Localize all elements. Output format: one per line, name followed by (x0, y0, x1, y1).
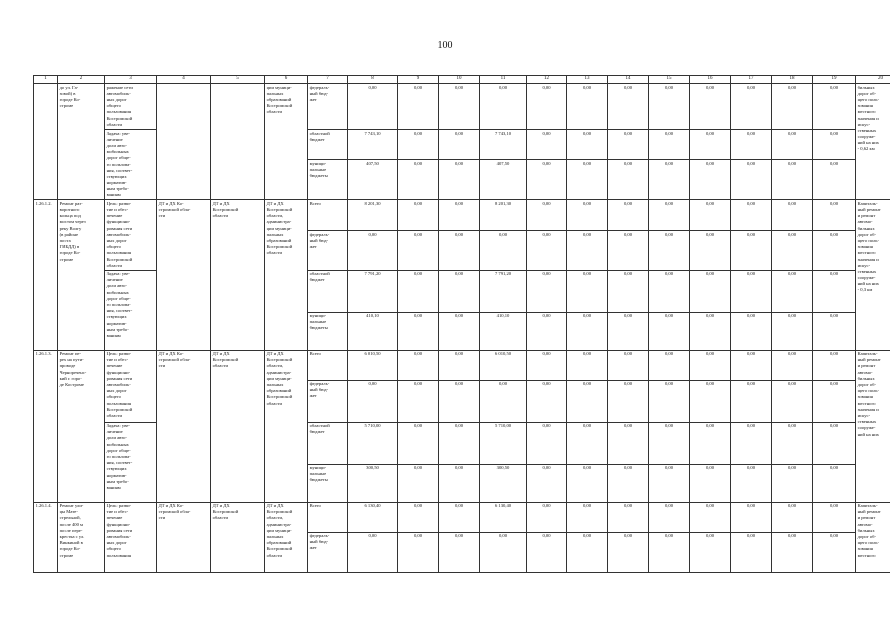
amount-cell: 0,00 (527, 350, 567, 380)
coexecutor-cell: ДТ и ДХ Костромской области (211, 200, 265, 350)
amount-cell: 0,00 (772, 231, 813, 270)
amount-cell: 7 791,20 (480, 270, 527, 312)
task-cell: Задача: уве- личение доли авто- мобильных дорог обще- го пользова- ния, соответ- ствующих норматив- ным требо- ваниям (105, 422, 157, 502)
amount-cell: 0,00 (608, 200, 649, 231)
participant-cell: ции муници- пальных образований Костромской области (265, 84, 308, 200)
amount-cell: 0,00 (813, 502, 856, 532)
amount-cell: 0,00 (649, 312, 690, 350)
amount-cell: 0,00 (608, 270, 649, 312)
budget-table (33, 75, 890, 573)
amount-cell: 0,00 (398, 231, 439, 270)
amount-cell: 0,00 (690, 84, 731, 130)
amount-cell: 0,00 (398, 380, 439, 422)
amount-cell: 0,00 (649, 502, 690, 532)
result-cell: Капиталь- ный ремонт и ремонт автомо- бильных дорог об- щего поль- зования местного значения и искус- ственных сооруже- ний на них - 0,3 км (856, 200, 890, 350)
amount-cell: 407,50 (348, 160, 398, 200)
amount-cell: 0,00 (813, 350, 856, 380)
amount-cell: 0,00 (813, 130, 856, 160)
amount-cell: 300,50 (348, 464, 398, 502)
amount-cell: 0,00 (527, 231, 567, 270)
column-header: 18 (772, 76, 813, 84)
column-header: 20 (856, 76, 890, 84)
amount-cell: 0,00 (398, 270, 439, 312)
amount-cell: 0,00 (772, 200, 813, 231)
amount-cell: 0,00 (398, 532, 439, 572)
amount-cell: 0,00 (649, 422, 690, 464)
table-row (34, 200, 890, 231)
funding-source-cell: Всего (308, 502, 348, 532)
task-cell: Задача: уве- личение доли авто- мобильных дорог обще- го пользова- ния, соответ- ствующих норматив- ным требо- ваниям (105, 130, 157, 200)
amount-cell: 0,00 (813, 312, 856, 350)
amount-cell: 0,00 (567, 84, 608, 130)
amount-cell: 0,00 (649, 270, 690, 312)
amount-cell: 0,00 (348, 231, 398, 270)
result-cell: Капиталь- ный ремонт и ремонт автомо- бильных дорог об- щего поль- зования местного значения и искус- ственных сооруже- ний на них (856, 350, 890, 502)
table-row (34, 502, 890, 532)
funding-source-cell: областной бюджет (308, 270, 348, 312)
amount-cell: 0,00 (608, 532, 649, 572)
amount-cell: 0,00 (649, 160, 690, 200)
column-header: 12 (527, 76, 567, 84)
amount-cell: 0,00 (731, 200, 772, 231)
amount-cell: 0,00 (731, 422, 772, 464)
amount-cell: 0,00 (649, 464, 690, 502)
amount-cell: 0,00 (649, 231, 690, 270)
amount-cell: 6 010,50 (348, 350, 398, 380)
amount-cell: 0,00 (731, 312, 772, 350)
amount-cell: 0,00 (772, 270, 813, 312)
amount-cell: 0,00 (731, 130, 772, 160)
amount-cell: 0,00 (480, 84, 527, 130)
coexecutor-cell (211, 84, 265, 200)
column-header: 4 (157, 76, 211, 84)
amount-cell: 0,00 (608, 231, 649, 270)
amount-cell: 0,00 (649, 200, 690, 231)
amount-cell: 0,00 (813, 380, 856, 422)
amount-cell: 0,00 (398, 502, 439, 532)
column-header: 19 (813, 76, 856, 84)
amount-cell: 0,00 (398, 350, 439, 380)
amount-cell: 0,00 (649, 380, 690, 422)
amount-cell: 0,00 (439, 350, 480, 380)
amount-cell: 410,10 (348, 312, 398, 350)
amount-cell: 0,00 (608, 464, 649, 502)
amount-cell: 0,00 (690, 350, 731, 380)
amount-cell: 8 201,30 (480, 200, 527, 231)
amount-cell: 0,00 (608, 160, 649, 200)
funding-source-cell: областной бюджет (308, 422, 348, 464)
task-cell: Задача: уве- личение доли авто- мобильных дорог обще- го пользова- ния, соответ- ствующих норматив- ным требо- ваниям (105, 270, 157, 350)
amount-cell: 0,00 (690, 422, 731, 464)
column-header: 11 (480, 76, 527, 84)
amount-cell: 0,00 (527, 422, 567, 464)
goal-cell: Цель: разви- тие и обес- печение функциони- рования сети автомобиль- ных дорог общего пользования (105, 502, 157, 572)
amount-cell: 7 791,20 (348, 270, 398, 312)
amount-cell: 0,00 (608, 312, 649, 350)
amount-cell: 6 130,40 (348, 502, 398, 532)
amount-cell: 0,00 (527, 270, 567, 312)
amount-cell: 0,00 (731, 231, 772, 270)
executor-cell: ДТ и ДХ Ко- стромской обла- сти (157, 350, 211, 502)
column-header: 16 (690, 76, 731, 84)
funding-source-cell: федераль- ный бюд- жет (308, 532, 348, 572)
amount-cell: 0,00 (813, 231, 856, 270)
column-header: 9 (398, 76, 439, 84)
column-header: 2 (58, 76, 105, 84)
column-header: 15 (649, 76, 690, 84)
amount-cell: 0,00 (813, 200, 856, 231)
amount-cell: 0,00 (439, 200, 480, 231)
amount-cell: 0,00 (608, 422, 649, 464)
amount-cell: 0,00 (690, 130, 731, 160)
amount-cell: 0,00 (398, 130, 439, 160)
row-number-cell: 1.26.1.3. (34, 350, 58, 502)
column-header: 5 (211, 76, 265, 84)
amount-cell: 0,00 (398, 84, 439, 130)
coexecutor-cell: ДТ и ДХ Костромской области (211, 350, 265, 502)
column-header: 6 (265, 76, 308, 84)
column-header: 14 (608, 76, 649, 84)
column-header: 3 (105, 76, 157, 84)
column-header: 1 (34, 76, 58, 84)
table-body (34, 84, 890, 573)
amount-cell: 0,00 (398, 312, 439, 350)
amount-cell: 0,00 (527, 130, 567, 160)
goal-cell: Цель: разви- тие и обес- печение функциони- рования сети автомобиль- ных дорог общего пользования Костромской области (105, 200, 157, 270)
amount-cell: 0,00 (731, 464, 772, 502)
funding-source-cell: федераль- ный бюд- жет (308, 84, 348, 130)
amount-cell: 0,00 (439, 312, 480, 350)
measure-name-cell: до ул. Га- зовой) в городе Ко- строме (58, 84, 105, 200)
amount-cell: 0,00 (813, 160, 856, 200)
amount-cell: 0,00 (567, 270, 608, 312)
amount-cell: 0,00 (567, 200, 608, 231)
amount-cell: 0,00 (567, 312, 608, 350)
amount-cell: 0,00 (731, 502, 772, 532)
amount-cell: 0,00 (567, 502, 608, 532)
column-header: 7 (308, 76, 348, 84)
amount-cell: 0,00 (649, 532, 690, 572)
amount-cell: 0,00 (567, 422, 608, 464)
column-header: 8 (348, 76, 398, 84)
amount-cell: 0,00 (731, 84, 772, 130)
funding-source-cell: Всего (308, 200, 348, 231)
funding-source-cell: Всего (308, 350, 348, 380)
amount-cell: 6 010,50 (480, 350, 527, 380)
amount-cell: 0,00 (398, 160, 439, 200)
amount-cell: 0,00 (731, 380, 772, 422)
amount-cell: 0,00 (690, 312, 731, 350)
amount-cell: 0,00 (439, 502, 480, 532)
amount-cell: 0,00 (398, 464, 439, 502)
amount-cell: 0,00 (772, 350, 813, 380)
amount-cell: 0,00 (439, 270, 480, 312)
amount-cell: 0,00 (772, 502, 813, 532)
amount-cell: 0,00 (439, 130, 480, 160)
header-row (34, 76, 890, 84)
row-number-cell: 1.26.1.4. (34, 502, 58, 572)
amount-cell: 410,10 (480, 312, 527, 350)
amount-cell: 0,00 (480, 231, 527, 270)
participant-cell: ДТ и ДХ Костромской области, администра- ции муници- пальных образований Костромской области (265, 200, 308, 350)
amount-cell: 0,00 (690, 231, 731, 270)
executor-cell (157, 84, 211, 200)
goal-cell: Цель: разви- тие и обес- печение функциони- рования сети автомобиль- ных дорог общего пользования Костромской области (105, 350, 157, 422)
coexecutor-cell: ДТ и ДХ Костромской области (211, 502, 265, 572)
amount-cell: 0,00 (567, 231, 608, 270)
amount-cell: 0,00 (398, 422, 439, 464)
amount-cell: 0,00 (690, 160, 731, 200)
amount-cell: 0,00 (527, 502, 567, 532)
amount-cell: 0,00 (690, 502, 731, 532)
executor-cell: ДТ и ДХ Ко- стромской обла- сти (157, 200, 211, 350)
measure-name-cell: Ремонт ули- цы Мате- стрельной, после 400 м после пере- крестка с ул. Винкиной в городе Ко- строме (58, 502, 105, 572)
amount-cell: 300,50 (480, 464, 527, 502)
amount-cell: 0,00 (608, 130, 649, 160)
funding-source-cell: муници- пальные бюджеты (308, 312, 348, 350)
amount-cell: 0,00 (649, 350, 690, 380)
amount-cell: 0,00 (527, 464, 567, 502)
amount-cell: 0,00 (439, 160, 480, 200)
amount-cell: 0,00 (480, 380, 527, 422)
result-cell: Капиталь- ный ремонт и ремонт автомо- бильных дорог об- щего поль- зования местного (856, 502, 890, 572)
amount-cell: 0,00 (649, 84, 690, 130)
amount-cell: 0,00 (813, 84, 856, 130)
amount-cell: 0,00 (731, 532, 772, 572)
amount-cell: 0,00 (813, 464, 856, 502)
participant-cell: ДТ и ДХ Костромской области, администра- ции муници- пальных образований Костромской области (265, 502, 308, 572)
amount-cell: 0,00 (649, 130, 690, 160)
amount-cell: 0,00 (439, 464, 480, 502)
amount-cell: 0,00 (398, 200, 439, 231)
amount-cell: 0,00 (772, 312, 813, 350)
funding-source-cell: муници- пальные бюджеты (308, 464, 348, 502)
amount-cell: 0,00 (439, 231, 480, 270)
amount-cell: 0,00 (527, 312, 567, 350)
participant-cell: ДТ и ДХ Костромской области, администра- ции муници- пальных образований Костромской области (265, 350, 308, 502)
amount-cell: 7 743,10 (348, 130, 398, 160)
result-cell: бильных дорог об- щего поль- зования местного значения и искус- ственных сооруже- ний на них - 0,62 км (856, 84, 890, 200)
amount-cell: 0,00 (480, 532, 527, 572)
amount-cell: 0,00 (690, 270, 731, 312)
amount-cell: 0,00 (690, 200, 731, 231)
amount-cell: 0,00 (439, 380, 480, 422)
column-header: 10 (439, 76, 480, 84)
funding-source-cell: областной бюджет (308, 130, 348, 160)
amount-cell: 0,00 (772, 84, 813, 130)
amount-cell: 0,00 (527, 84, 567, 130)
amount-cell: 0,00 (608, 380, 649, 422)
amount-cell: 0,00 (772, 464, 813, 502)
amount-cell: 0,00 (772, 130, 813, 160)
amount-cell: 0,00 (439, 422, 480, 464)
amount-cell: 0,00 (731, 270, 772, 312)
amount-cell: 0,00 (813, 532, 856, 572)
row-number-cell (34, 84, 58, 200)
amount-cell: 0,00 (527, 160, 567, 200)
amount-cell: 0,00 (690, 464, 731, 502)
amount-cell: 0,00 (567, 464, 608, 502)
measure-name-cell: Ремонт пе- рех на пути- проводе Чернореченс- кий г. горо- де Костроме (58, 350, 105, 502)
row-number-cell: 1.26.1.2. (34, 200, 58, 350)
amount-cell: 0,00 (772, 422, 813, 464)
amount-cell: 0,00 (348, 380, 398, 422)
amount-cell: 0,00 (348, 532, 398, 572)
amount-cell: 0,00 (608, 84, 649, 130)
amount-cell: 0,00 (731, 160, 772, 200)
amount-cell: 5 710,00 (348, 422, 398, 464)
amount-cell: 7 743,10 (480, 130, 527, 160)
amount-cell: 0,00 (731, 350, 772, 380)
amount-cell: 0,00 (567, 350, 608, 380)
amount-cell: 407,50 (480, 160, 527, 200)
amount-cell: 0,00 (813, 422, 856, 464)
funding-source-cell: федераль- ный бюд- жет (308, 231, 348, 270)
amount-cell: 0,00 (608, 350, 649, 380)
amount-cell: 0,00 (527, 532, 567, 572)
amount-cell: 0,00 (439, 532, 480, 572)
executor-cell: ДТ и ДХ Ко- стромской обла- сти (157, 502, 211, 572)
amount-cell: 6 130,40 (480, 502, 527, 532)
amount-cell: 0,00 (690, 380, 731, 422)
amount-cell: 0,00 (567, 130, 608, 160)
amount-cell: 0,00 (813, 270, 856, 312)
amount-cell: 0,00 (567, 160, 608, 200)
amount-cell: 0,00 (567, 532, 608, 572)
amount-cell: 0,00 (690, 532, 731, 572)
amount-cell: 0,00 (527, 200, 567, 231)
amount-cell: 0,00 (567, 380, 608, 422)
funding-source-cell: муници- пальные бюджеты (308, 160, 348, 200)
amount-cell: 0,00 (772, 380, 813, 422)
amount-cell: 5 710,00 (480, 422, 527, 464)
amount-cell: 0,00 (527, 380, 567, 422)
amount-cell: 8 201,30 (348, 200, 398, 231)
column-header: 17 (731, 76, 772, 84)
measure-name-cell: Ремонт раз- воротного кольца под мостом через реку Волгу (в районе поста ГИБДД) в городе Ко- строме (58, 200, 105, 350)
amount-cell: 0,00 (772, 532, 813, 572)
table-row (34, 84, 890, 130)
column-header: 13 (567, 76, 608, 84)
page-number: 100 (437, 40, 453, 51)
funding-source-cell: федераль- ный бюд- жет (308, 380, 348, 422)
amount-cell: 0,00 (772, 160, 813, 200)
table-row (34, 350, 890, 380)
table-header (34, 76, 890, 84)
amount-cell: 0,00 (439, 84, 480, 130)
amount-cell: 0,00 (608, 502, 649, 532)
amount-cell: 0,00 (348, 84, 398, 130)
goal-cell: ражение сети автомобиль- ных дорог общего пользования Костромской области (105, 84, 157, 130)
